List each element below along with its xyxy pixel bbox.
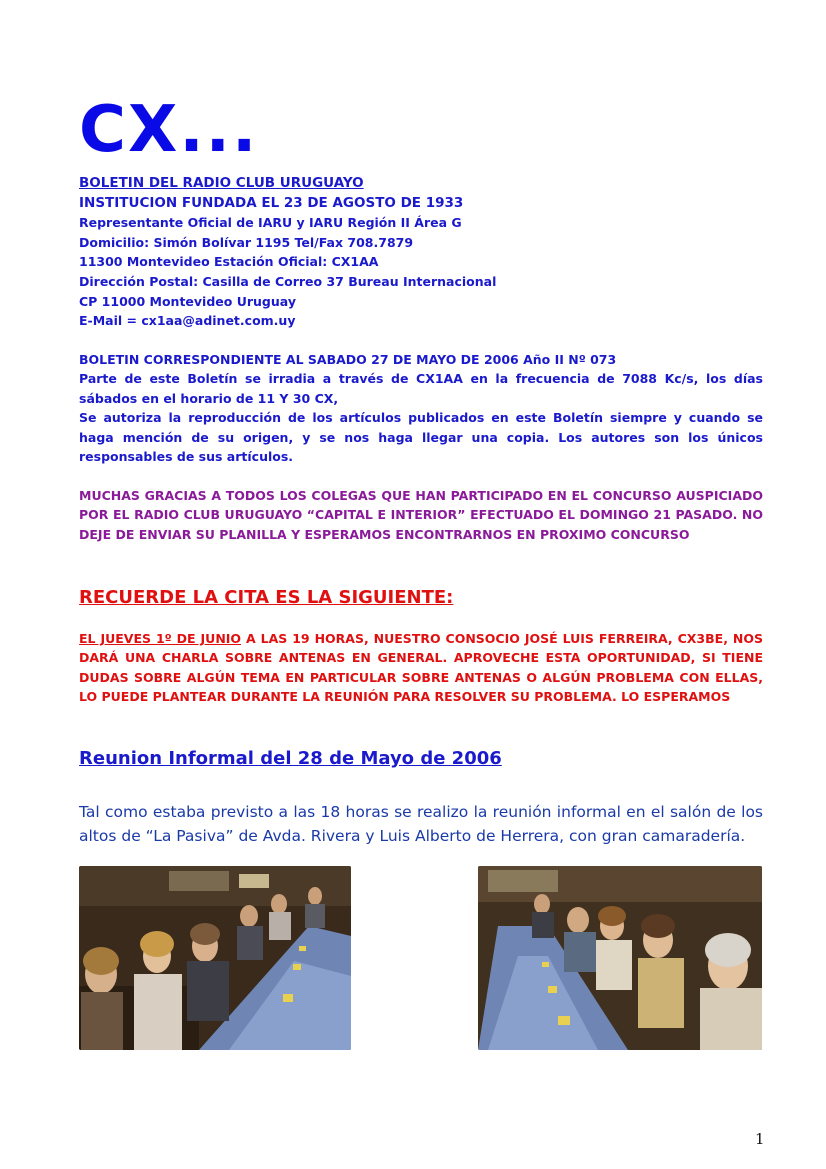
meeting-photo-left [79, 866, 351, 1050]
meeting-heading: Reunion Informal del 28 de Mayo de 2006 [79, 748, 502, 769]
bulletin-title: BOLETIN CORRESPONDIENTE AL SABADO 27 DE MAYO DE 2006 Año II Nº 073 [79, 352, 617, 367]
reminder-heading: RECUERDE LA CITA ES LA SIGUIENTE: [79, 587, 454, 608]
bulletin-info [79, 350, 763, 466]
meeting-paragraph: Tal como estaba previsto a las 18 horas se realizo la reunión informal en el salón de los altos de “La Pasiva” de Avda. Rivera y Luis Alberto de Herrera, con gran camaradería. [79, 803, 763, 845]
station-line: 11300 Montevideo Estación Oficial: CX1AA [79, 254, 379, 270]
email-line: E-Mail = cx1aa@adinet.com.uy [79, 313, 296, 329]
meeting-photo-right [478, 866, 762, 1050]
founding-line: INSTITUCION FUNDADA EL 23 DE AGOSTO DE 1933 [79, 194, 464, 211]
club-header [79, 174, 763, 331]
club-name: BOLETIN DEL RADIO CLUB URUGUAYO [79, 175, 364, 191]
page-number: 1 [755, 1130, 765, 1148]
bulletin-logo: CX... [79, 93, 259, 167]
broadcast-note: Parte de este Boletín se irradia a través de CX1AA en la frecuencia de 7088 Kc/s, los días sábados en el horario de 11 Y 30 CX, [79, 371, 763, 406]
reminder-text: A LAS 19 HORAS, NUESTRO CONSOCIO JOSÉ LUIS FERREIRA, CX3BE, NOS DARÁ UNA CHARLA SOBRE ANTENAS EN GENERAL. APROVECHE ESTA OPORTUNIDAD, SI TIENE DUDAS SOBRE ALGÚN TEMA EN PARTICULAR SOBRE ANTENAS O ALGÚN PROBLEMA CON ELLAS, LO PUEDE PLANTEAR DURANTE LA REUNIÓN PARA RESOLVER SU PROBLEMA. LO ESPERAMOS [79, 631, 763, 705]
reminder-date: EL JUEVES 1º DE JUNIO [79, 631, 242, 646]
city-line: CP 11000 Montevideo Uruguay [79, 293, 296, 309]
reminder-paragraph [79, 629, 763, 707]
postal-line: Dirección Postal: Casilla de Correo 37 Bureau Internacional [79, 273, 497, 289]
address-line: Domicilio: Simón Bolívar 1195 Tel/Fax 708.7879 [79, 234, 414, 250]
thanks-paragraph: MUCHAS GRACIAS A TODOS LOS COLEGAS QUE HAN PARTICIPADO EN EL CONCURSO AUSPICIADO POR EL RADIO CLUB URUGUAYO “CAPITAL E INTERIOR” EFECTUADO EL DOMINGO 21 PASADO. NO DEJE DE ENVIAR SU PLANILLA Y ESPERAMOS ENCONTRARNOS EN PROXIMO CONCURSO [79, 488, 763, 542]
representation-line: Representante Oficial de IARU y IARU Región II Área G [79, 215, 462, 231]
rights-note: Se autoriza la reproducción de los artículos publicados en este Boletín siempre y cuando se haga mención de su origen, y se nos haga llegar una copia. Los autores son los únicos responsables de sus artículos. [79, 410, 763, 465]
